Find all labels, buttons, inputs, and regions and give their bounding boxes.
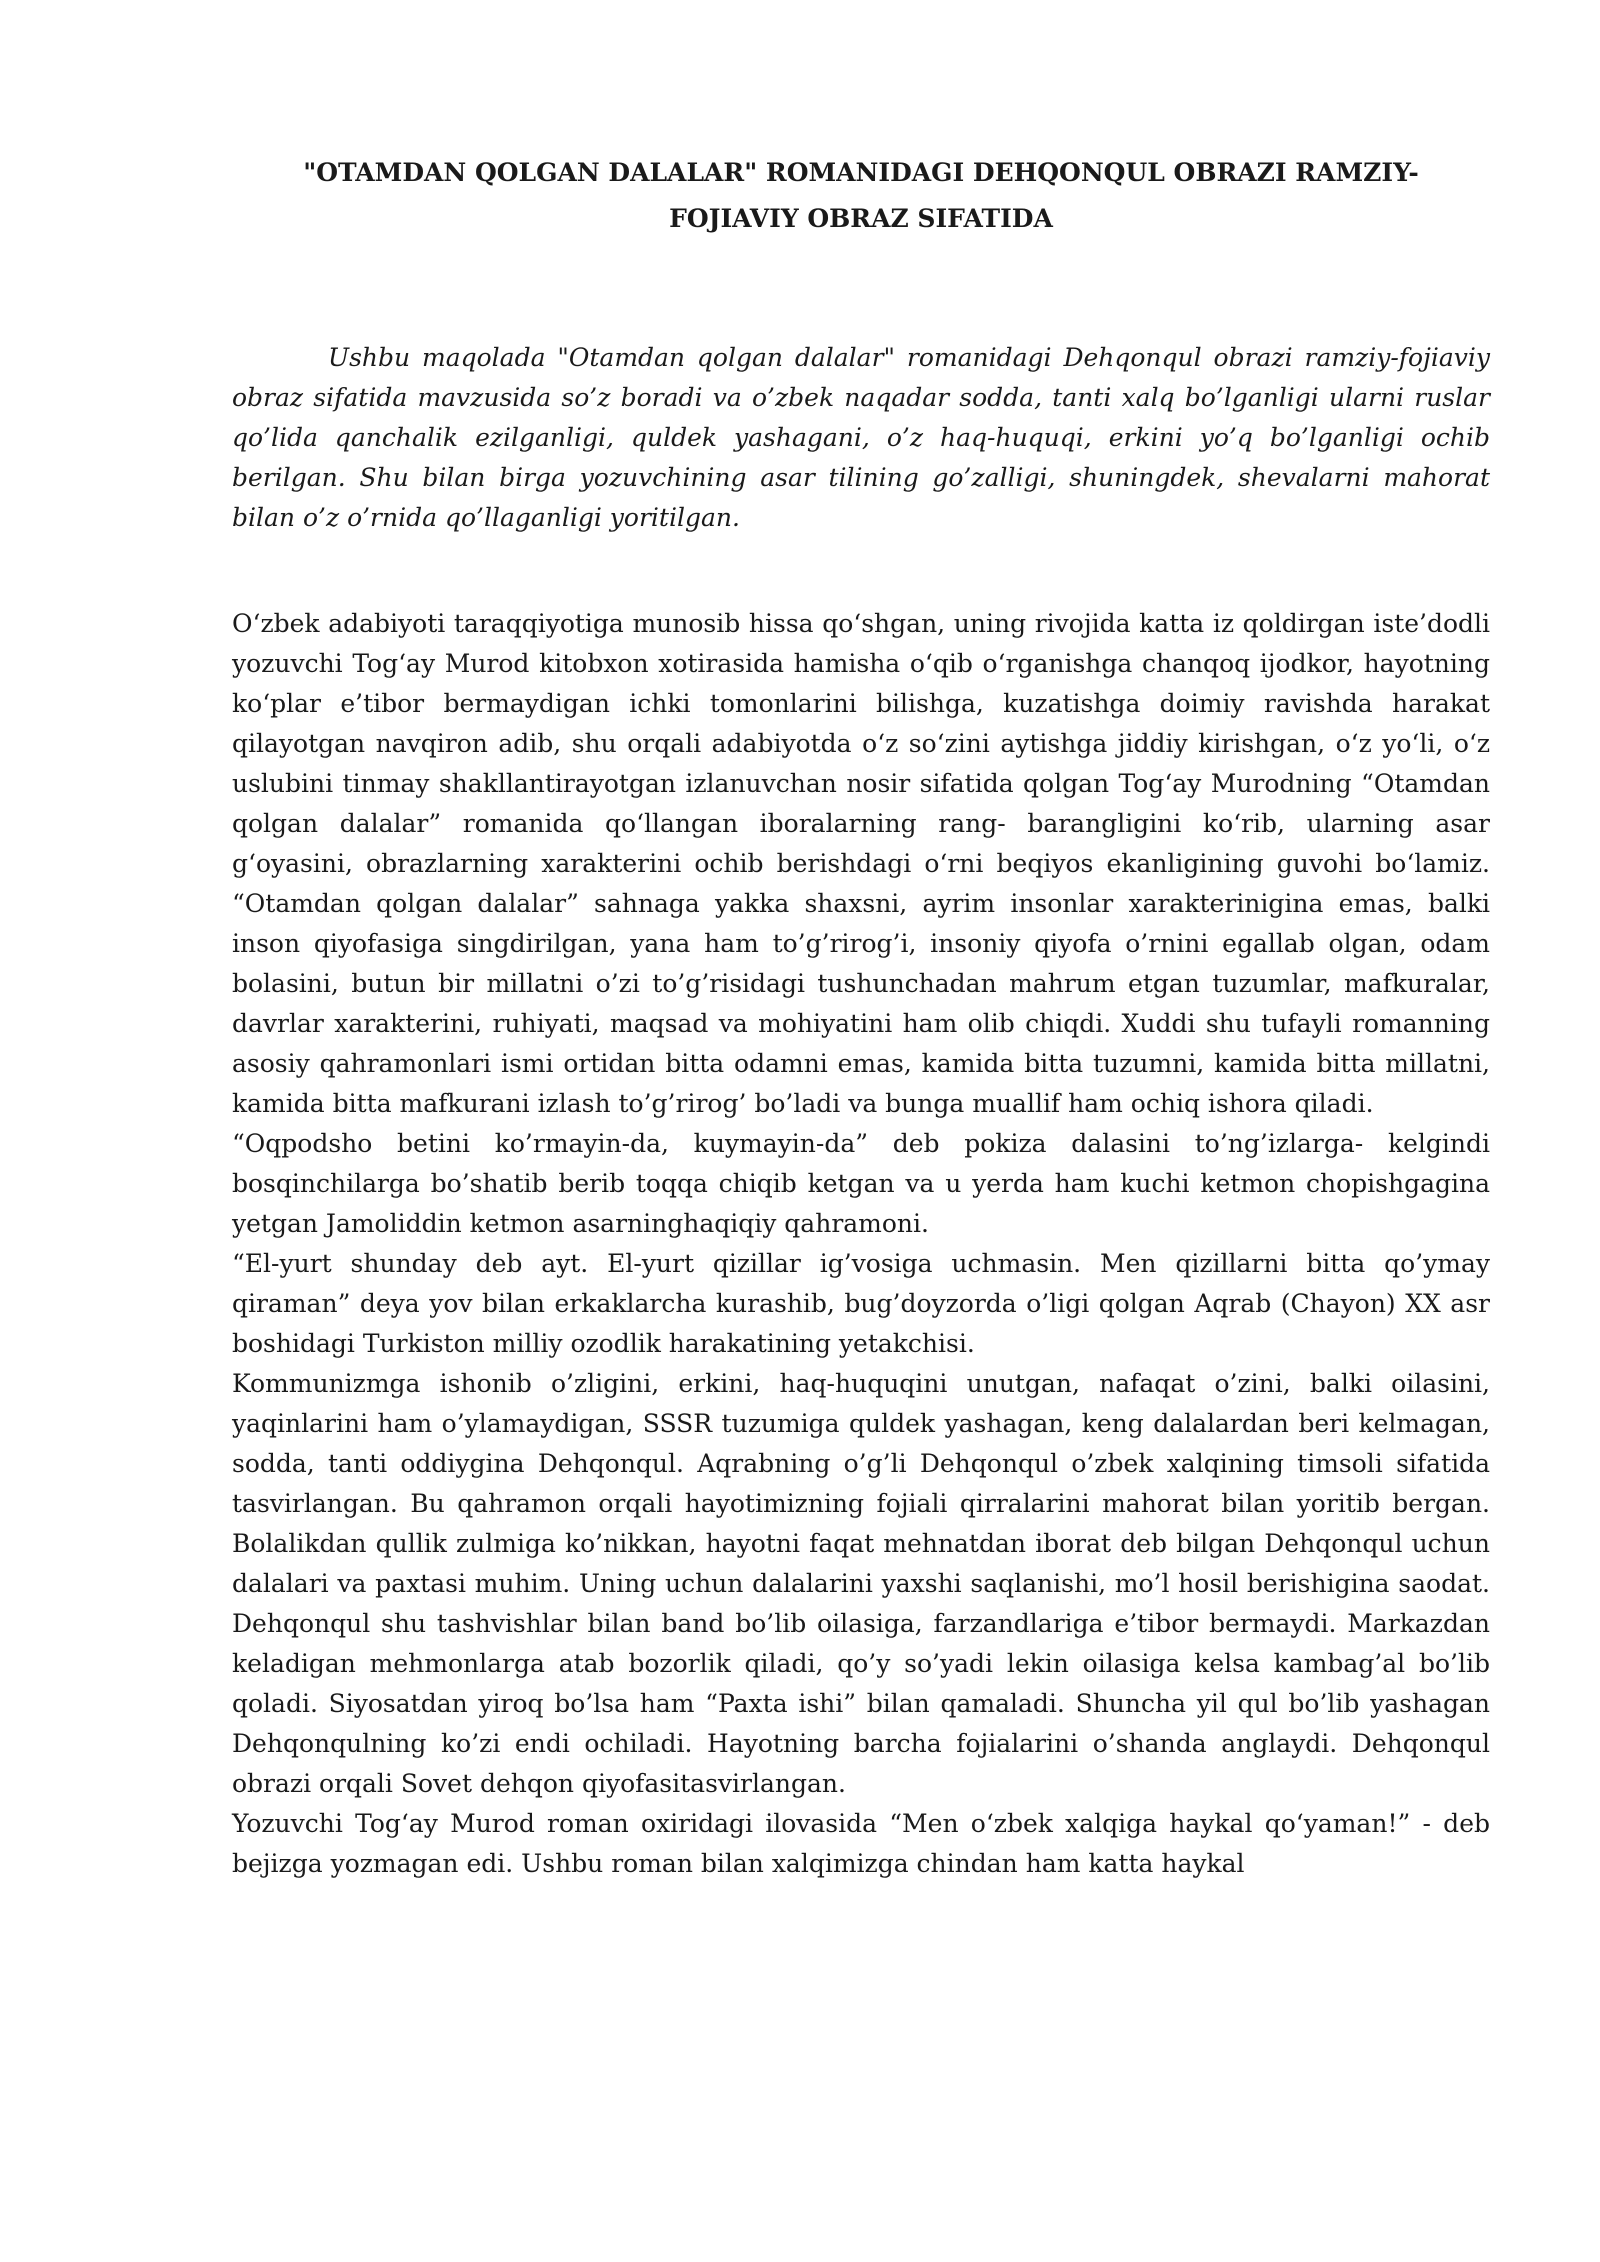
body-paragraph: “Oqpodsho betini ko’rmayin-da, kuymayin-da” deb pokiza dalasini to’ng’izlarga- kelgindi bosqinchilarga bo’shatib berib toqqa chiqib ketgan va u yerda ham kuchi ketmon chopishgagina yetgan Jamoliddin ketmon asarninghaqiqiy qahramoni.: [232, 1129, 1490, 1238]
document-page: [232, 150, 1490, 1884]
abstract-paragraph: Ushbu maqolada "Otamdan qolgan dalalar" romanidagi Dehqonqul obrazi ramziy-fojiaviy obraz sifatida mavzusida so’z boradi va o’zbek naqadar sodda, tanti xalq bo’lganligi ularni ruslar qo’lida qanchalik ezilganligi, quldek yashagani, o’z haq-huquqi, erkini yo’q bo’lganligi ochib berilgan. Shu bilan birga yozuvchining asar tilining go’zalligi, shuningdek, shevalarni mahorat bilan o’z o’rnida qo’llaganligi yoritilgan.: [232, 343, 1490, 532]
article-title: "OTAMDAN QOLGAN DALALAR" ROMANIDAGI DEHQONQUL OBRAZI RAMZIY-FOJIAVIY OBRAZ SIFATIDA: [303, 158, 1419, 233]
body-paragraph: “El-yurt shunday deb ayt. El-yurt qizillar ig’vosiga uchmasin. Men qizillarni bitta qo’ymay qiraman” deya yov bilan erkaklarcha kurashib, bug’doyzorda o’ligi qolgan Aqrab (Chayon) XX asr boshidagi Turkiston milliy ozodlik harakatining yetakchisi.: [232, 1249, 1490, 1358]
body-paragraph: Kommunizmga ishonib o’zligini, erkini, haq-huquqini unutgan, nafaqat o’zini, balki oilasini, yaqinlarini ham o’ylamaydigan, SSSR tuzumiga quldek yashagan, keng dalalardan beri kelmagan, sodda, tanti oddiygina Dehqonqul. Aqrabning o’g’li Dehqonqul o’zbek xalqining timsoli sifatida tasvirlangan. Bu qahramon orqali hayotimizning fojiali qirralarini mahorat bilan yoritib bergan. Bolalikdan qullik zulmiga ko’nikkan, hayotni faqat mehnatdan iborat deb bilgan Dehqonqul uchun dalalari va paxtasi muhim. Uning uchun dalalarini yaxshi saqlanishi, mo’l hosil berishigina saodat. Dehqonqul shu tashvishlar bilan band bo’lib oilasiga, farzandlariga e’tibor bermaydi. Markazdan keladigan mehmonlarga atab bozorlik qiladi, qo’y so’yadi lekin oilasiga kelsa kambag’al bo’lib qoladi. Siyosatdan yiroq bo’lsa ham “Paxta ishi” bilan qamaladi. Shuncha yil qul bo’lib yashagan Dehqonqulning ko’zi endi ochiladi. Hayotning barcha fojialarini o’shanda anglaydi. Dehqonqul obrazi orqali Sovet dehqon qiyofasitasvirlangan.: [232, 1369, 1490, 1798]
article-body: [232, 604, 1490, 1884]
body-paragraph: O‘zbek adabiyoti taraqqiyotiga munosib hissa qo‘shgan, uning rivojida katta iz qoldirgan iste’dodli yozuvchi Tog‘ay Murod kitobxon xotirasida hamisha o‘qib o‘rganishga chanqoq ijodkor, hayotning ko‘plar e’tibor bermaydigan ichki tomonlarini bilishga, kuzatishga doimiy ravishda harakat qilayotgan navqiron adib, shu orqali adabiyotda o‘z so‘zini aytishga jiddiy kirishgan, o‘z yo‘li, o‘z uslubini tinmay shakllantirayotgan izlanuvchan nosir sifatida qolgan Tog‘ay Murodning “Otamdan qolgan dalalar” romanida qo‘llangan iboralarning rang- barangligini ko‘rib, ularning asar g‘oyasini, obrazlarning xarakterini ochib berishdagi o‘rni beqiyos ekanligining guvohi bo‘lamiz. “Otamdan qolgan dalalar” sahnaga yakka shaxsni, ayrim insonlar xarakterinigina emas, balki inson qiyofasiga singdirilgan, yana ham to’g’rirog’i, insoniy qiyofa o’rnini egallab olgan, odam bolasini, butun bir millatni o’zi to’g’risidagi tushunchadan mahrum etgan tuzumlar, mafkuralar, davrlar xarakterini, ruhiyati, maqsad va mohiyatini ham olib chiqdi. Xuddi shu tufayli romanning asosiy qahramonlari ismi ortidan bitta odamni emas, kamida bitta tuzumni, kamida bitta millatni, kamida bitta mafkurani izlash to’g’rirog’ bo’ladi va bunga muallif ham ochiq ishora qiladi.: [232, 609, 1490, 1118]
body-paragraph: Yozuvchi Tog‘ay Murod roman oxiridagi ilovasida “Men o‘zbek xalqiga haykal qo‘yaman!” - deb bejizga yozmagan edi. Ushbu roman bilan xalqimizga chindan ham katta haykal: [232, 1809, 1490, 1878]
